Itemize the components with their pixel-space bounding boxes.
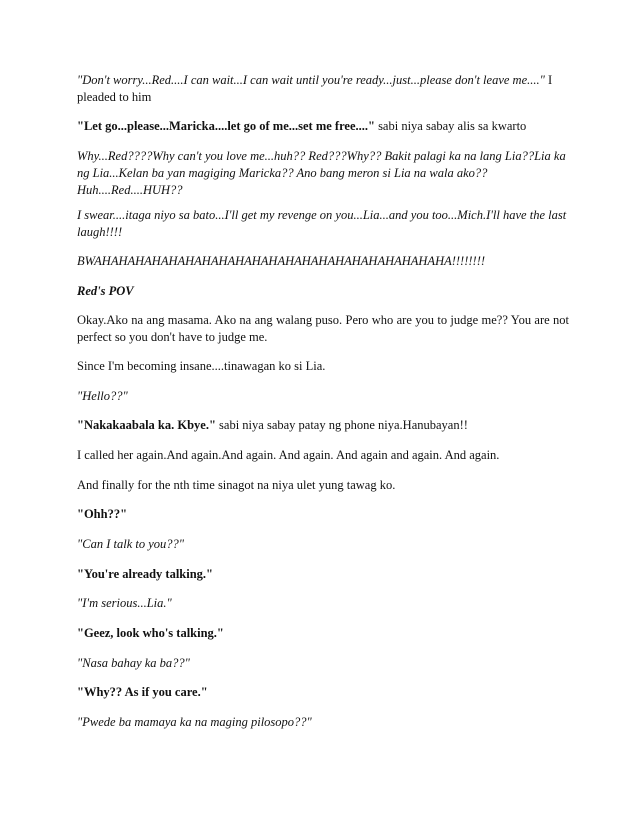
nakakaabala-quote: "Nakakaabala ka. Kbye." <box>77 418 216 432</box>
dialogue-ohh: "Ohh??" <box>77 507 128 521</box>
nakakaabala-narration: sabi niya sabay patay ng phone niya.Hanubayan!! <box>215 418 468 432</box>
paragraph-laugh: BWAHAHAHAHAHAHAHAHAHAHAHAHAHAHAHAHAHAHAHAHAHA!!!!!!!! <box>77 254 486 268</box>
dialogue-pilosopo: "Pwede ba mamaya ka na maging pilosopo??" <box>77 715 312 729</box>
paragraph-let-go <box>77 118 569 135</box>
paragraph-okay: Okay.Ako na ang masama. Ako na ang walang puso. Pero who are you to judge me?? You are not perfect so you don't have to judge me. <box>77 313 569 344</box>
dialogue-why-as-if: "Why?? As if you care." <box>77 685 208 699</box>
let-go-quote: "Let go...please...Maricka....let go of me...set me free...." <box>77 119 375 133</box>
dialogue-can-i-talk: "Can I talk to you??" <box>77 537 185 551</box>
dialogue-im-serious: "I'm serious...Lia." <box>77 596 172 610</box>
paragraph-insane: Since I'm becoming insane....tinawagan ko si Lia. <box>77 359 326 373</box>
paragraph-finally: And finally for the nth time sinagot na niya ulet yung tawag ko. <box>77 478 396 492</box>
paragraph-plea <box>77 72 569 106</box>
dialogue-already-talking: "You're already talking." <box>77 567 213 581</box>
plea-narration: I pleaded to him <box>77 73 553 104</box>
dialogue-nasa-bahay: "Nasa bahay ka ba??" <box>77 656 190 670</box>
dialogue-hello: "Hello??" <box>77 389 128 403</box>
let-go-narration: sabi niya sabay alis sa kwarto <box>374 119 527 133</box>
dialogue-geez: "Geez, look who's talking." <box>77 626 224 640</box>
paragraph-nakakaabala <box>77 417 569 434</box>
plea-quote: "Don't worry...Red....I can wait...I can wait until you're ready...just...please don't leave me...." <box>77 73 545 87</box>
paragraph-called-again: I called her again.And again.And again. And again. And again and again. And again. <box>77 448 500 462</box>
paragraph-why-red: Why...Red????Why can't you love me...huh?? Red???Why?? Bakit palagi ka na lang Lia??Lia ka ng Lia...Kelan ba yan magiging Maricka?? Ano bang meron si Lia na wala ako?? Huh....Red....HUH?? <box>77 149 566 197</box>
paragraph-revenge: I swear....itaga niyo sa bato...I'll get my revenge on you...Lia...and you too...Mich.I'll have the last laugh!!!! <box>77 208 567 239</box>
section-heading-reds-pov: Red's POV <box>77 284 134 298</box>
